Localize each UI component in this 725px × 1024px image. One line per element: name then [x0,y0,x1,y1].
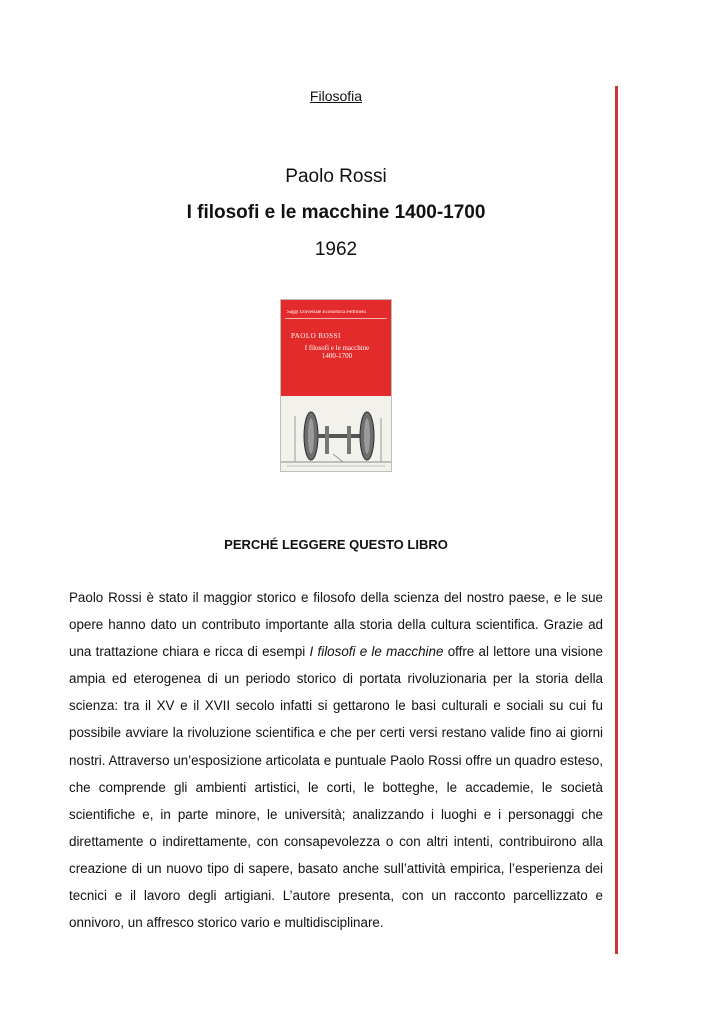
cover-series-label: Saggi Universale Economica Feltrinelli [287,310,367,315]
machine-engraving-illustration [281,396,391,472]
italic-book-title: I filosofi e le macchine [309,644,444,660]
category-label: Filosofia [309,88,363,104]
body-paragraph [69,584,603,936]
paragraph-text: offre al lettore una visione ampia ed eterogenea di un periodo storico di portata rivoluzionaria per la storia della scienza: tra il XV e il XVII secolo infatti si gettarono le basi culturali e sociali su cui fu possibile avviare la rivoluzione scientifica e che per certi versi restano valide fino ai giorni nostri. Attraverso un’esposizione articolata e puntuale Paolo Rossi offre un quadro esteso, che comprende gli ambienti artistici, le corti, le botteghe, le accademie, le società scientifiche e, in parte minore, le università; analizzando i luoghi e i personaggi che direttamente o indirettamente, con consapevolezza o con altri intenti, contribuirono alla creazione di un nuovo tipo di sapere, basato anche sull’attività empirica, l’esperienza dei tecnici e il lavoro degli artigiani. L’autore presenta, con un racconto parcellizzato e onnivoro, un affresco storico vario e multidisciplinare. [69,644,603,931]
book-title: I filosofi e le macchine 1400-1700 [186,202,486,223]
cover-author: PAOLO ROSSI [291,332,341,340]
book-author: Paolo Rossi [285,166,387,187]
section-heading: PERCHÉ LEGGERE QUESTO LIBRO [224,537,448,552]
paragraph-text: Paolo Rossi è stato il maggior storico e filosofo della scienza del nostro paese, e le sue opere hanno dato un contributo importante alla storia della cultura scientifica. Grazie ad una trattazione chiara e ricca di esempi [69,590,603,660]
cover-red-panel [281,300,391,396]
cover-title-line: 1400-1700 [321,352,353,360]
cover-title [289,344,385,360]
cover-divider [285,318,387,319]
book-cover-image [280,299,392,472]
publication-year: 1962 [314,239,358,260]
cover-title-line: I filosofi e le macchine [304,344,370,352]
